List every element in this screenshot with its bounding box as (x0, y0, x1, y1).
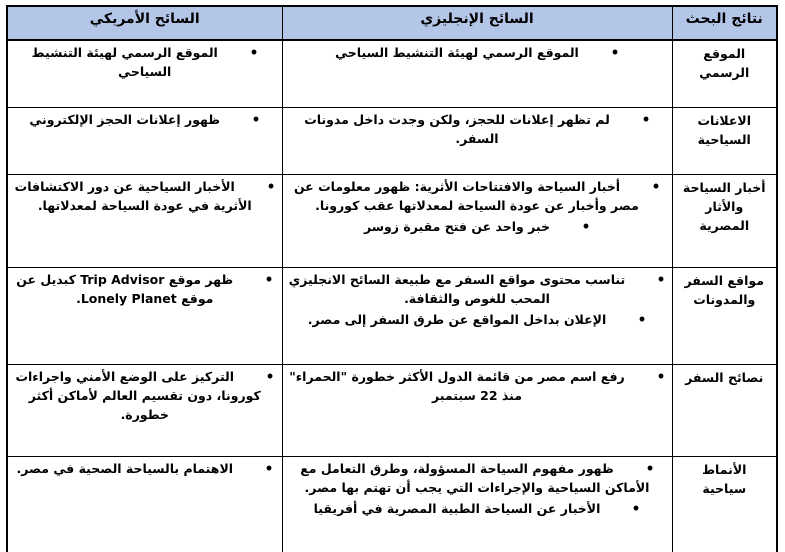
result-label: الأنماط سياحية (702, 462, 747, 496)
header-row (7, 6, 777, 40)
bullet-icon: • (264, 460, 274, 477)
english-cell (282, 268, 672, 365)
list-item-text: الأخبار عن السياحة الطبية المصرية في أفريقيا (313, 500, 601, 516)
list-item (289, 44, 666, 63)
results-cell (672, 457, 777, 552)
list-item (289, 460, 666, 498)
list-item-text: الاهتمام بالسياحة الصحية في مصر. (16, 461, 234, 476)
table-row (7, 40, 777, 108)
list-item-text: تناسب محتوى مواقع السفر مع طبيعة السائح الانجليزي المحب للغوص والثقافة. (288, 272, 626, 306)
list-item (289, 218, 666, 237)
bullet-icon: • (251, 111, 261, 128)
bullet-icon: • (265, 368, 275, 385)
list-item (14, 44, 276, 82)
bullet-icon: • (632, 499, 641, 517)
list-item (289, 368, 666, 406)
table-row (7, 108, 777, 175)
list-item (14, 178, 276, 216)
header-english-tourist: السائح الإنجليزي (282, 6, 672, 40)
header-results: نتائج البحث (672, 6, 777, 40)
table-row (7, 268, 777, 365)
bullet-icon: • (651, 178, 661, 195)
list-item (14, 460, 276, 479)
list-item-text: رفع اسم مصر من قائمة الدول الأكثر خطورة "الحمراء" منذ 22 سبتمبر (289, 369, 625, 403)
list-item-text: أخبار السياحة والافتتاحات الأثرية: ظهور معلومات عن مصر وأخبار عن عودة السياحة لمعدلاتها عقب كورونا. (293, 179, 639, 213)
result-label: مواقع السفر والمدونات (684, 273, 764, 307)
american-cell (7, 457, 282, 552)
bullet-icon: • (581, 217, 591, 235)
table-row (7, 457, 777, 552)
american-cell (7, 268, 282, 365)
list-item (289, 111, 666, 149)
english-cell (282, 108, 672, 175)
american-cell (7, 175, 282, 268)
bullet-icon: • (264, 271, 274, 288)
result-label: نصائح السفر (685, 370, 764, 385)
results-cell (672, 365, 777, 457)
table-row (7, 175, 777, 268)
result-label: الاعلانات السياحية (697, 113, 752, 147)
list-item-text: التركيز على الوضع الأمني واجراءات كورونا، دون تقسيم العالم لأماكن أكثر خطورة. (15, 369, 261, 422)
bullet-icon: • (645, 460, 655, 477)
table-row (7, 365, 777, 457)
bullet-icon: • (610, 44, 620, 61)
bullet-icon: • (656, 271, 666, 288)
bullet-icon: • (637, 310, 647, 328)
bullet-icon: • (656, 368, 666, 385)
list-item (14, 271, 276, 309)
list-item-text: خبر واحد عن فتح مقبرة زوسر (363, 218, 551, 234)
results-cell (672, 268, 777, 365)
results-cell (672, 175, 777, 268)
american-cell (7, 40, 282, 108)
list-item (14, 111, 276, 130)
comparison-table (6, 5, 778, 552)
list-item-text: ظهر موقع Trip Advisor كبديل عن موقع Lonely Planet. (16, 272, 234, 306)
list-item-text: الموقع الرسمي لهيئة التنشيط السياحي (335, 45, 579, 60)
list-item (289, 311, 666, 330)
results-cell (672, 108, 777, 175)
bullet-icon: • (641, 111, 651, 128)
list-item (289, 271, 666, 309)
american-cell (7, 108, 282, 175)
english-cell (282, 365, 672, 457)
result-label: أخبار السياحة والأثار المصرية (682, 180, 766, 233)
list-item-text: ظهور إعلانات الحجز الإلكتروني (29, 112, 221, 127)
list-item-text: ظهور مفهوم السياحة المسؤولة، وطرق التعامل مع الأماكن السياحية والإجراءات التي يجب أن تهتم بها مصر. (300, 461, 650, 495)
list-item (289, 178, 666, 216)
english-cell (282, 175, 672, 268)
list-item (289, 500, 666, 519)
english-cell (282, 457, 672, 552)
list-item (14, 368, 276, 424)
american-cell (7, 365, 282, 457)
list-item-text: لم تظهر إعلانات للحجز، ولكن وجدت داخل مدونات السفر. (304, 112, 610, 146)
list-item-text: الموقع الرسمي لهيئة التنشيط السياحي (31, 45, 218, 79)
bullet-icon: • (266, 178, 276, 195)
header-american-tourist: السائح الأمريكي (7, 6, 282, 40)
english-cell (282, 40, 672, 108)
results-cell (672, 40, 777, 108)
list-item-text: الأخبار السياحية عن دور الاكتشافات الأثرية في عودة السياحة لمعدلاتها. (14, 179, 252, 213)
list-item-text: الإعلان بداخل المواقع عن طرق السفر إلى مصر. (307, 311, 607, 327)
result-label: الموقع الرسمي (699, 46, 750, 80)
bullet-icon: • (249, 44, 259, 61)
